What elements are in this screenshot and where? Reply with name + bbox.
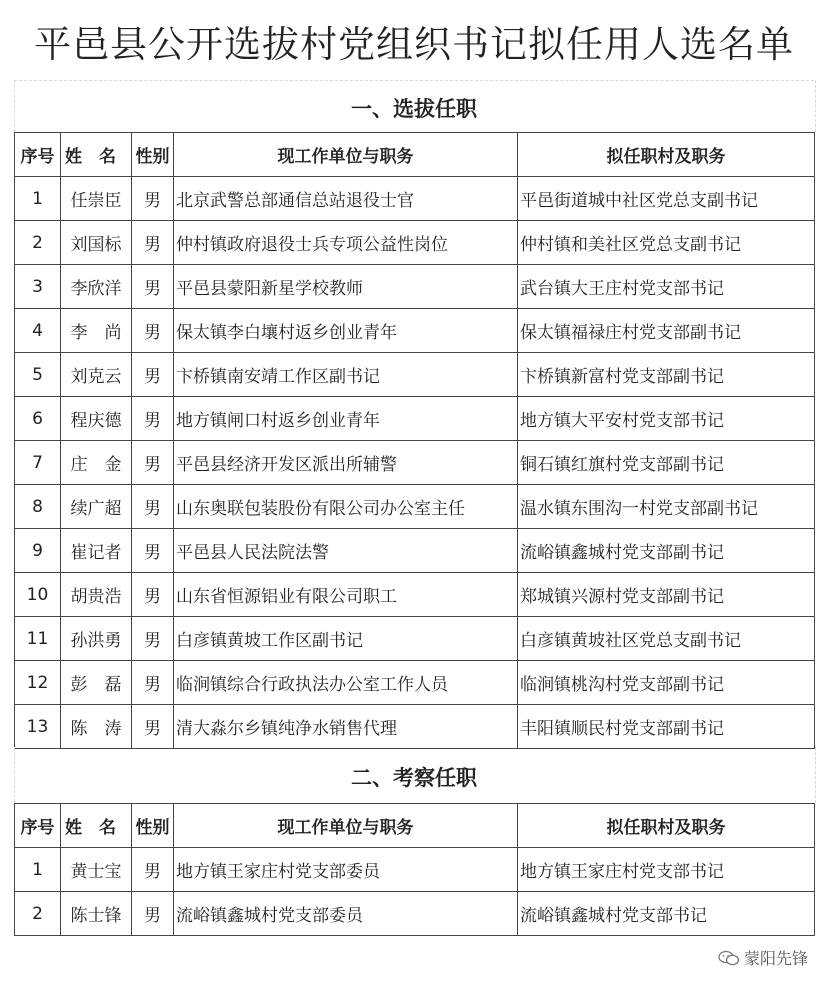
header-post: 拟任职村及职务: [518, 804, 815, 848]
cell-index: 6: [15, 397, 61, 441]
table-row: [15, 573, 815, 617]
cell-index: 7: [15, 441, 61, 485]
cell-name: 李 尚: [61, 309, 132, 353]
cell-unit: 北京武警总部通信总站退役士官: [174, 177, 518, 221]
watermark-text: 蒙阳先锋: [743, 949, 808, 968]
header-name: 姓 名: [61, 804, 132, 848]
cell-index: 3: [15, 265, 61, 309]
cell-unit: 山东奥联包装股份有限公司办公室主任: [174, 485, 518, 529]
table-row: [15, 485, 815, 529]
cell-name: 刘克云: [61, 353, 132, 397]
table-header-row: [15, 133, 815, 177]
header-index: 序号: [15, 804, 61, 848]
cell-unit: 仲村镇政府退役士兵专项公益性岗位: [174, 221, 518, 265]
page-title: 平邑县公开选拔村党组织书记拟任用人选名单: [34, 23, 794, 66]
cell-index: 13: [15, 705, 61, 749]
cell-sex: 男: [132, 485, 174, 529]
cell-name: 彭 磊: [61, 661, 132, 705]
header-sex: 性别: [132, 133, 174, 177]
cell-unit: 平邑县蒙阳新星学校教师: [174, 265, 518, 309]
table-header-row: [15, 804, 815, 848]
cell-index: 5: [15, 353, 61, 397]
cell-sex: 男: [132, 573, 174, 617]
table-row: [15, 529, 815, 573]
header-index: 序号: [15, 133, 61, 177]
cell-post: 温水镇东围沟一村党支部副书记: [518, 485, 815, 529]
table-row: [15, 892, 815, 936]
cell-sex: 男: [132, 353, 174, 397]
cell-unit: 白彦镇黄坡工作区副书记: [174, 617, 518, 661]
cell-index: 10: [15, 573, 61, 617]
header-post: 拟任职村及职务: [518, 133, 815, 177]
cell-sex: 男: [132, 221, 174, 265]
wechat-icon: [718, 950, 740, 966]
cell-sex: 男: [132, 848, 174, 892]
cell-post: 保太镇福禄庄村党支部副书记: [518, 309, 815, 353]
cell-index: 2: [15, 221, 61, 265]
cell-unit: 清大淼尔乡镇纯净水销售代理: [174, 705, 518, 749]
cell-index: 9: [15, 529, 61, 573]
watermark: [718, 946, 808, 969]
cell-unit: 平邑县人民法院法警: [174, 529, 518, 573]
table-row: [15, 705, 815, 749]
cell-name: 李欣洋: [61, 265, 132, 309]
cell-unit: 地方镇王家庄村党支部委员: [174, 848, 518, 892]
cell-name: 孙洪勇: [61, 617, 132, 661]
cell-index: 11: [15, 617, 61, 661]
cell-sex: 男: [132, 661, 174, 705]
header-name: 姓 名: [61, 133, 132, 177]
cell-post: 卞桥镇新富村党支部副书记: [518, 353, 815, 397]
cell-name: 陈 涛: [61, 705, 132, 749]
section-heading-2: 二、考察任职: [351, 766, 477, 790]
cell-name: 胡贵浩: [61, 573, 132, 617]
cell-post: 白彦镇黄坡社区党总支副书记: [518, 617, 815, 661]
cell-sex: 男: [132, 441, 174, 485]
cell-post: 平邑街道城中社区党总支副书记: [518, 177, 815, 221]
table-row: [15, 848, 815, 892]
table-row: [15, 221, 815, 265]
cell-post: 武台镇大王庄村党支部书记: [518, 265, 815, 309]
cell-post: 地方镇王家庄村党支部书记: [518, 848, 815, 892]
table-selection: [14, 132, 815, 749]
cell-sex: 男: [132, 177, 174, 221]
cell-unit: 平邑县经济开发区派出所辅警: [174, 441, 518, 485]
header-unit: 现工作单位与职务: [174, 804, 518, 848]
table-inspection: [14, 803, 815, 936]
cell-unit: 山东省恒源铝业有限公司职工: [174, 573, 518, 617]
cell-sex: 男: [132, 892, 174, 936]
cell-name: 崔记者: [61, 529, 132, 573]
cell-sex: 男: [132, 309, 174, 353]
table-row: [15, 309, 815, 353]
table-body-selection: [15, 177, 815, 749]
cell-post: 铜石镇红旗村党支部副书记: [518, 441, 815, 485]
cell-index: 8: [15, 485, 61, 529]
cell-sex: 男: [132, 705, 174, 749]
cell-name: 任崇臣: [61, 177, 132, 221]
cell-unit: 保太镇李白壤村返乡创业青年: [174, 309, 518, 353]
table-row: [15, 177, 815, 221]
table-row: [15, 661, 815, 705]
cell-unit: 地方镇闸口村返乡创业青年: [174, 397, 518, 441]
cell-name: 庄 金: [61, 441, 132, 485]
cell-name: 刘国标: [61, 221, 132, 265]
cell-sex: 男: [132, 265, 174, 309]
cell-unit: 卞桥镇南安靖工作区副书记: [174, 353, 518, 397]
cell-post: 地方镇大平安村党支部书记: [518, 397, 815, 441]
cell-index: 4: [15, 309, 61, 353]
cell-post: 流峪镇鑫城村党支部书记: [518, 892, 815, 936]
section-heading-1: 一、选拔任职: [351, 97, 477, 121]
cell-sex: 男: [132, 617, 174, 661]
table-body-inspection: [15, 848, 815, 936]
cell-index: 1: [15, 848, 61, 892]
cell-index: 1: [15, 177, 61, 221]
table-row: [15, 617, 815, 661]
table-row: [15, 441, 815, 485]
cell-index: 2: [15, 892, 61, 936]
cell-post: 流峪镇鑫城村党支部副书记: [518, 529, 815, 573]
cell-name: 程庆德: [61, 397, 132, 441]
cell-post: 郑城镇兴源村党支部副书记: [518, 573, 815, 617]
table-row: [15, 353, 815, 397]
cell-sex: 男: [132, 529, 174, 573]
cell-post: 丰阳镇顺民村党支部副书记: [518, 705, 815, 749]
cell-post: 仲村镇和美社区党总支副书记: [518, 221, 815, 265]
cell-name: 黄士宝: [61, 848, 132, 892]
cell-sex: 男: [132, 397, 174, 441]
cell-name: 陈士锋: [61, 892, 132, 936]
cell-name: 续广超: [61, 485, 132, 529]
table-row: [15, 265, 815, 309]
cell-index: 12: [15, 661, 61, 705]
cell-post: 临涧镇桃沟村党支部副书记: [518, 661, 815, 705]
header-unit: 现工作单位与职务: [174, 133, 518, 177]
cell-unit: 临涧镇综合行政执法办公室工作人员: [174, 661, 518, 705]
table-row: [15, 397, 815, 441]
header-sex: 性别: [132, 804, 174, 848]
cell-unit: 流峪镇鑫城村党支部委员: [174, 892, 518, 936]
